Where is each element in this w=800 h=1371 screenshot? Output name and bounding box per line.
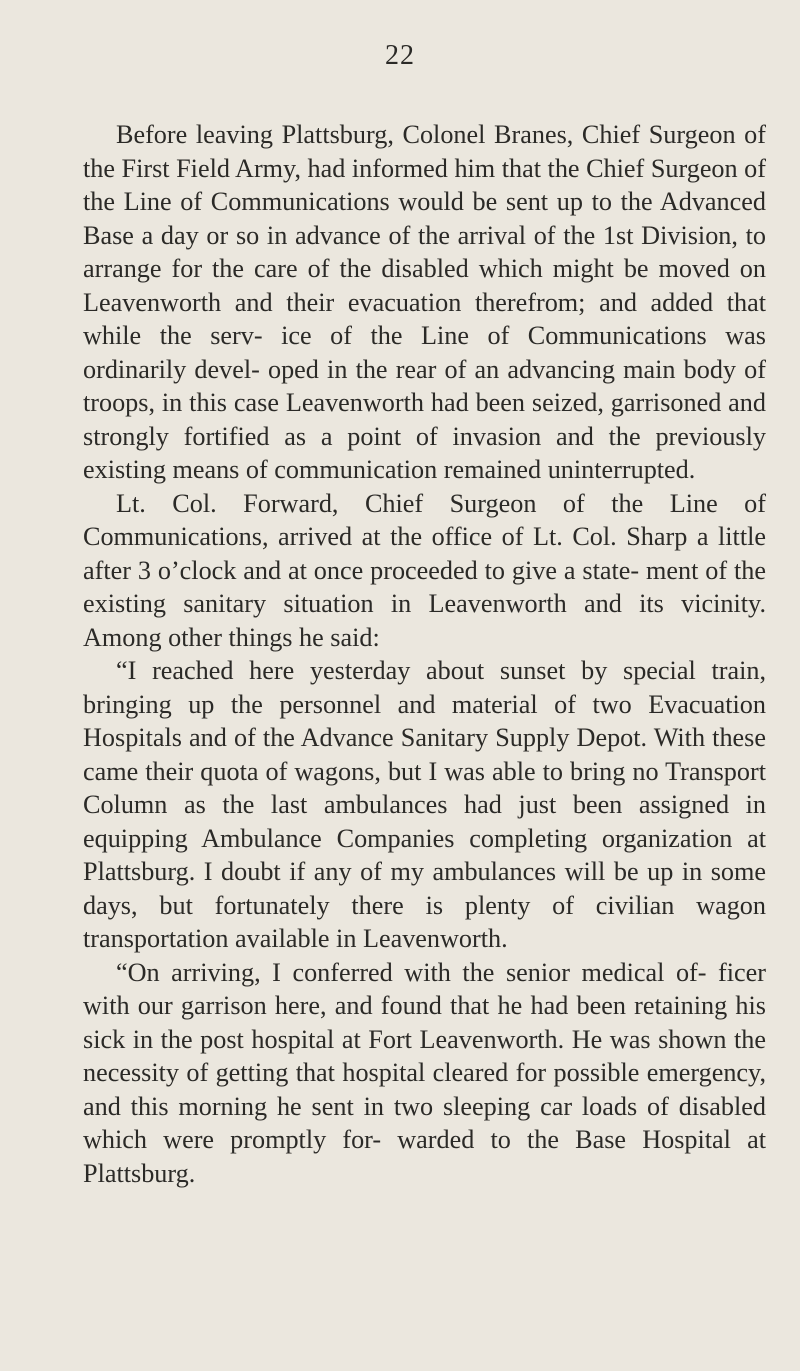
paragraph-3: “I reached here yesterday about sunset by special train, bringing up the personnel and material of two Evacuation Hospitals and of the Advance Sanitary Supply Depot. With these came their quota of wagons, but I was able to bring no Transport Column as the last ambulances had just been assigned in equipping Ambulance Companies completing organization at Plattsburg. I doubt if any of my ambulances will be up in some days, but fortunately there is plenty of civilian wagon transportation available in Leavenworth. bbox=[83, 656, 766, 953]
page-number: 22 bbox=[385, 40, 415, 71]
paragraph-4: “On arriving, I conferred with the senior medical of- ficer with our garrison here, and found that he had been retaining his sick in the post hospital at Fort Leavenworth. He was shown the necessity of getting that hospital cleared for possible emergency, and this morning he sent in two sleeping car loads of disabled which were promptly for- warded to the Base Hospital at Plattsburg. bbox=[83, 957, 766, 1188]
body-text bbox=[83, 118, 766, 1190]
paragraph-2: Lt. Col. Forward, Chief Surgeon of the Line of Communications, arrived at the office of Lt. Col. Sharp a little after 3 o’clock and at once proceeded to give a state- ment of the existing sanitary situation in Leavenworth and its vicinity. Among other things he said: bbox=[83, 488, 766, 652]
paragraph-1: Before leaving Plattsburg, Colonel Branes, Chief Surgeon of the First Field Army, had informed him that the Chief Surgeon of the Line of Communications would be sent up to the Advanced Base a day or so in advance of the arrival of the 1st Division, to arrange for the care of the disabled which might be moved on Leavenworth and their evacuation therefrom; and added that while the serv- ice of the Line of Communications was ordinarily devel- oped in the rear of an advancing main body of troops, in this case Leavenworth had been seized, garrisoned and strongly fortified as a point of invasion and the previously existing means of communication remained uninterrupted. bbox=[83, 120, 766, 484]
